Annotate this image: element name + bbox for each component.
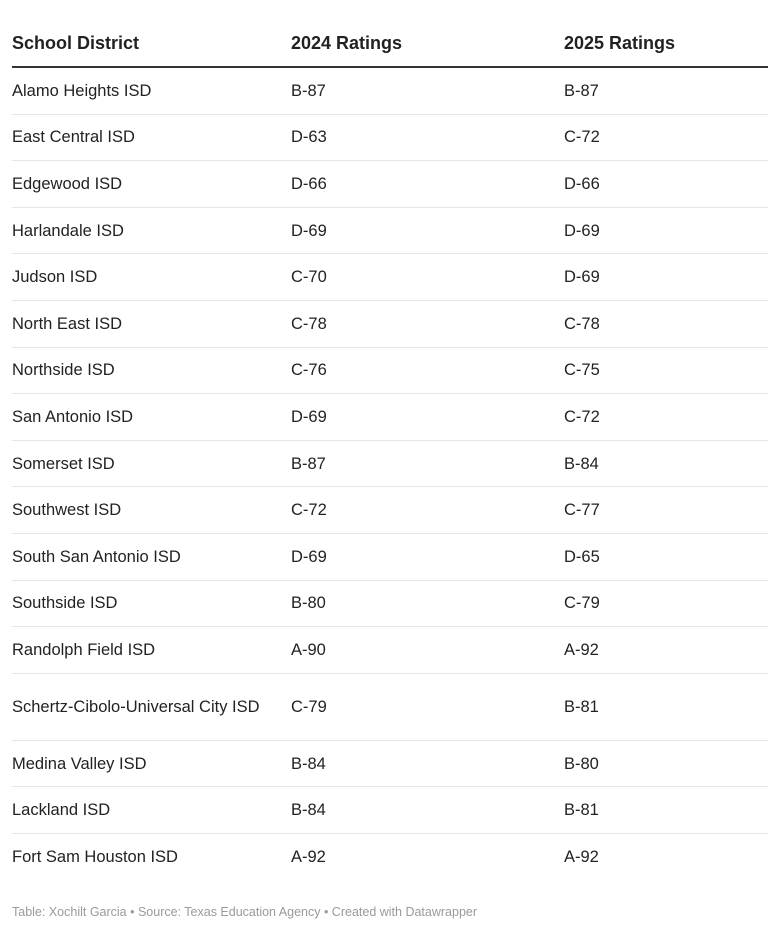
table-row bbox=[12, 627, 768, 674]
cell-district: Somerset ISD bbox=[12, 454, 115, 473]
cell-district: Southside ISD bbox=[12, 594, 118, 613]
table-row bbox=[12, 68, 768, 115]
cell-district: Lackland ISD bbox=[12, 801, 111, 820]
footer-credits: Table: Xochilt Garcia • Source: Texas Education Agency • Created with Datawrapper bbox=[12, 905, 478, 919]
cell-2025-rating: B-80 bbox=[564, 754, 599, 773]
table-row bbox=[12, 394, 768, 441]
cell-2025-rating: C-72 bbox=[564, 407, 600, 426]
header-2025-ratings: 2025 Ratings bbox=[564, 33, 676, 53]
cell-district: Judson ISD bbox=[12, 268, 98, 287]
table-row bbox=[12, 301, 768, 348]
table-row bbox=[12, 787, 768, 834]
cell-2024-rating: C-78 bbox=[291, 314, 327, 333]
cell-2025-rating: C-79 bbox=[564, 594, 600, 613]
cell-2025-rating: D-65 bbox=[564, 547, 600, 566]
cell-2024-rating: D-69 bbox=[291, 547, 327, 566]
cell-2024-rating: D-69 bbox=[291, 221, 327, 240]
cell-2025-rating: B-81 bbox=[564, 801, 599, 820]
cell-2025-rating: C-77 bbox=[564, 501, 600, 520]
table-row bbox=[12, 161, 768, 208]
cell-district: Medina Valley ISD bbox=[12, 754, 147, 773]
cell-2024-rating: C-79 bbox=[291, 697, 327, 716]
cell-2024-rating: D-69 bbox=[291, 407, 327, 426]
cell-district: Harlandale ISD bbox=[12, 221, 124, 240]
cell-2024-rating: B-87 bbox=[291, 454, 326, 473]
cell-district: Edgewood ISD bbox=[12, 174, 123, 193]
cell-district: Randolph Field ISD bbox=[12, 640, 156, 659]
cell-2025-rating: B-84 bbox=[564, 454, 599, 473]
cell-2025-rating: D-69 bbox=[564, 268, 600, 287]
cell-2024-rating: B-87 bbox=[291, 81, 326, 100]
cell-2025-rating: C-72 bbox=[564, 128, 600, 147]
table-row bbox=[12, 254, 768, 301]
cell-2025-rating: C-75 bbox=[564, 361, 600, 380]
cell-2024-rating: C-76 bbox=[291, 361, 327, 380]
table-row bbox=[12, 487, 768, 534]
header-2024-ratings: 2024 Ratings bbox=[291, 33, 403, 53]
ratings-table bbox=[12, 24, 768, 881]
table-body bbox=[12, 68, 768, 881]
cell-2024-rating: B-84 bbox=[291, 801, 326, 820]
cell-2024-rating: D-63 bbox=[291, 128, 327, 147]
cell-2025-rating: A-92 bbox=[564, 848, 599, 867]
table-row bbox=[12, 208, 768, 255]
cell-2024-rating: A-92 bbox=[291, 848, 326, 867]
cell-2025-rating: D-69 bbox=[564, 221, 600, 240]
cell-2024-rating: C-72 bbox=[291, 501, 327, 520]
cell-2024-rating: B-80 bbox=[291, 594, 326, 613]
table-row bbox=[12, 674, 768, 741]
cell-2025-rating: B-81 bbox=[564, 697, 599, 716]
table-row bbox=[12, 348, 768, 395]
table-row bbox=[12, 115, 768, 162]
cell-2024-rating: C-70 bbox=[291, 268, 327, 287]
table-row bbox=[12, 441, 768, 488]
cell-district: San Antonio ISD bbox=[12, 407, 134, 426]
table-row bbox=[12, 834, 768, 881]
cell-district: Fort Sam Houston ISD bbox=[12, 848, 178, 867]
cell-2024-rating: D-66 bbox=[291, 174, 327, 193]
cell-district: Northside ISD bbox=[12, 361, 115, 380]
table-row bbox=[12, 534, 768, 581]
cell-district: Alamo Heights ISD bbox=[12, 81, 152, 100]
cell-2025-rating: A-92 bbox=[564, 640, 599, 659]
cell-district: North East ISD bbox=[12, 314, 123, 333]
cell-2024-rating: B-84 bbox=[291, 754, 326, 773]
cell-district: East Central ISD bbox=[12, 128, 135, 147]
cell-2024-rating: A-90 bbox=[291, 640, 326, 659]
cell-2025-rating: B-87 bbox=[564, 81, 599, 100]
header-school-district: School District bbox=[12, 33, 140, 53]
cell-district: South San Antonio ISD bbox=[12, 547, 181, 566]
cell-2025-rating: D-66 bbox=[564, 174, 600, 193]
table-row bbox=[12, 581, 768, 628]
table-header bbox=[12, 24, 768, 68]
cell-2025-rating: C-78 bbox=[564, 314, 600, 333]
cell-district: Schertz-Cibolo-Universal City ISD bbox=[12, 697, 260, 716]
cell-district: Southwest ISD bbox=[12, 501, 122, 520]
table-row bbox=[12, 741, 768, 788]
